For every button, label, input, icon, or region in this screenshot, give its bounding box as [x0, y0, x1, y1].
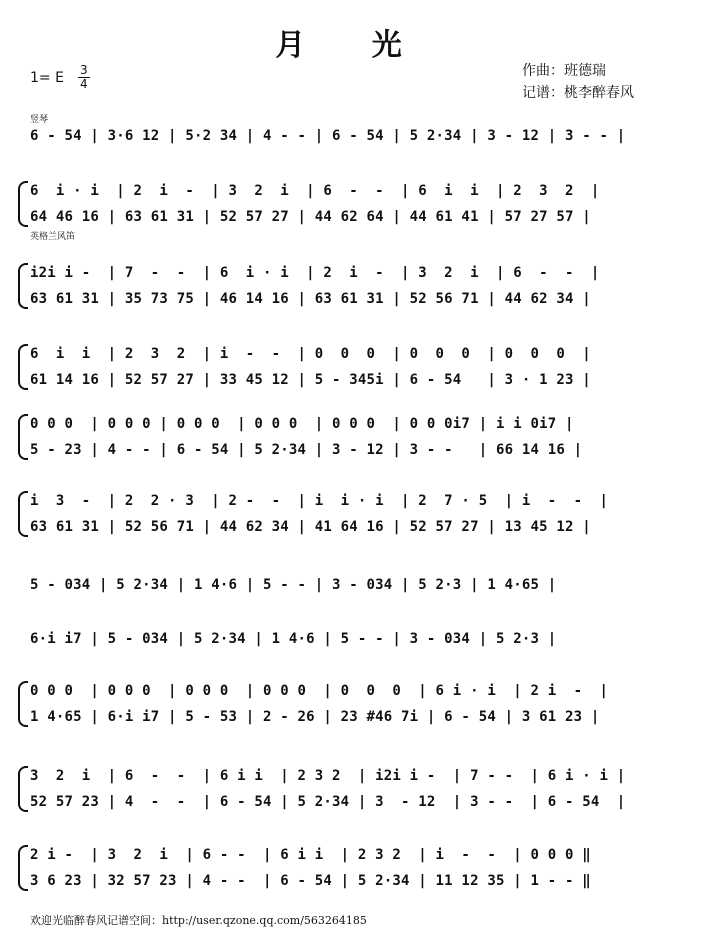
time-sig-numerator: 3 [80, 63, 88, 77]
score-line: 0 0 0 | 0 0 0 | 0 0 0 | 0 0 0 | 0 0 0 | 6 i · i | 2 i - | [30, 683, 609, 699]
score-line: 1 4·65 | 6·i i7 | 5 - 53 | 2 - 26 | 23 #46 7i | 6 - 54 | 3 61 23 | [30, 709, 600, 725]
composer: 作曲：班德瑞 [522, 63, 606, 79]
system-brace [18, 263, 28, 309]
system-brace [18, 344, 28, 390]
instrument-label-harp: 竖琴 [30, 115, 49, 125]
footer-text: 欢迎光临醉春风记谱空间：http://user.qzone.qq.com/563264185 [30, 914, 367, 927]
score-line: 3 6 23 | 32 57 23 | 4 - - | 6 - 54 | 5 2·34 | 11 12 35 | 1 - - ‖ [30, 873, 591, 889]
key-signature: 1= E [30, 70, 64, 86]
score-line: 3 2 i | 6 - - | 6 i i | 2 3 2 | i2i i - | 7 - - | 6 i · i | [30, 768, 626, 784]
score-line: 6 - 54 | 3·6 12 | 5·2 34 | 4 - - | 6 - 54 | 5 2·34 | 3 - 12 | 3 - - | [30, 128, 626, 144]
score-line: 6 i i | 2 3 2 | i - - | 0 0 0 | 0 0 0 | 0 0 0 | [30, 346, 591, 362]
page-title: 月 光 [275, 28, 430, 63]
system-brace [18, 845, 28, 891]
score-line: 5 - 23 | 4 - - | 6 - 54 | 5 2·34 | 3 - 12 | 3 - - | 66 14 16 | [30, 442, 583, 458]
score-line: i2i i - | 7 - - | 6 i · i | 2 i - | 3 2 i | 6 - - | [30, 265, 600, 281]
system-brace [18, 766, 28, 812]
score-line: 2 i - | 3 2 i | 6 - - | 6 i i | 2 3 2 | i - - | 0 0 0 ‖ [30, 847, 591, 863]
instrument-label-pipes: 英格兰风笛 [30, 232, 76, 242]
score-line: 5 - 034 | 5 2·34 | 1 4·6 | 5 - - | 3 - 034 | 5 2·3 | 1 4·65 | [30, 577, 557, 593]
score-line: 6 i · i | 2 i - | 3 2 i | 6 - - | 6 i i | 2 3 2 | [30, 183, 600, 199]
score-line: 52 57 23 | 4 - - | 6 - 54 | 5 2·34 | 3 - 12 | 3 - - | 6 - 54 | [30, 794, 626, 810]
score-line: 6·i i7 | 5 - 034 | 5 2·34 | 1 4·6 | 5 - - | 3 - 034 | 5 2·3 | [30, 631, 557, 647]
system-brace [18, 414, 28, 460]
system-brace [18, 491, 28, 537]
score-line: i 3 - | 2 2 · 3 | 2 - - | i i · i | 2 7 · 5 | i - - | [30, 493, 609, 509]
score-line: 63 61 31 | 52 56 71 | 44 62 34 | 41 64 16 | 52 57 27 | 13 45 12 | [30, 519, 591, 535]
score-line: 64 46 16 | 63 61 31 | 52 57 27 | 44 62 64 | 44 61 41 | 57 27 57 | [30, 209, 591, 225]
score-line: 63 61 31 | 35 73 75 | 46 14 16 | 63 61 31 | 52 56 71 | 44 62 34 | [30, 291, 591, 307]
transcriber: 记谱：桃李醉春风 [522, 85, 634, 101]
score-line: 0 0 0 | 0 0 0 | 0 0 0 | 0 0 0 | 0 0 0 | 0 0 0i7 | i i 0i7 | [30, 416, 574, 432]
time-sig-denominator: 4 [80, 77, 88, 91]
score-line: 61 14 16 | 52 57 27 | 33 45 12 | 5 - 345i | 6 - 54 | 3 · 1 23 | [30, 372, 591, 388]
credits [522, 60, 634, 104]
system-brace [18, 681, 28, 727]
system-brace [18, 181, 28, 227]
time-signature [78, 64, 90, 91]
